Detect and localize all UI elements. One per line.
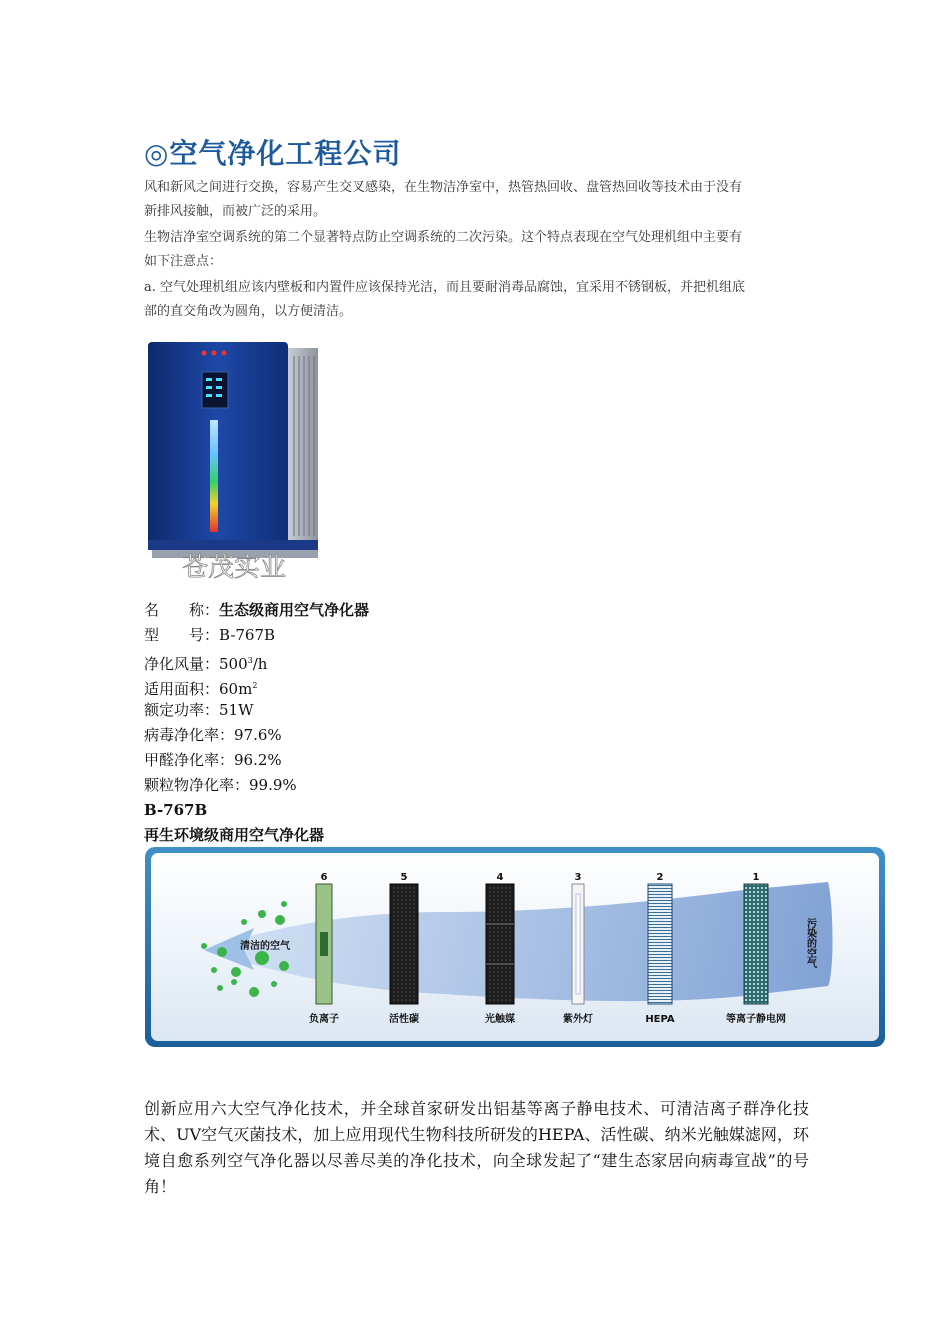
spec-superscript: 2 xyxy=(252,681,258,690)
intro-line: a. 空气处理机组应该内壁板和内置件应该保持光洁，而且要耐消毒品腐蚀，宜采用不锈钢板，并把机组底 xyxy=(144,280,746,295)
spec-label: 适用面积： xyxy=(144,680,220,698)
intro-line: 新排风接触，而被广泛的采用。 xyxy=(144,204,327,219)
stage-5-number: 5 xyxy=(400,872,408,883)
model-heading: B-767B xyxy=(144,801,208,819)
intro-paragraph-2 xyxy=(144,226,809,274)
intro-line: 生物洁净室空调系统的第二个显著特点防止空调系统的二次污染。这个特点表现在空气处理机组中主要有 xyxy=(144,230,743,245)
spec-particle-rate: 颗粒物净化率：99.9% xyxy=(144,776,297,794)
spec-value: 500 xyxy=(219,655,248,673)
stage-6-label: 负离子 xyxy=(309,1014,339,1025)
spec-value: 生态级商用空气净化器 xyxy=(219,601,370,619)
stage-4-number: 4 xyxy=(496,872,504,883)
stage-1-label: 等离子静电网 xyxy=(726,1014,786,1025)
intro-line: 部的直交角改为圆角，以方便清洁。 xyxy=(144,304,353,319)
intro-line: 风和新风之间进行交换，容易产生交叉感染，在生物洁净室中，热管热回收、盘管热回收等技术由于没有 xyxy=(144,180,743,195)
clean-air-label: 清洁的空气 xyxy=(240,941,290,952)
spec-label: 净化风量： xyxy=(144,655,220,673)
product-subtitle: 再生环境级商用空气净化器 xyxy=(144,826,325,844)
spec-formaldehyde-rate: 甲醛净化率：96.2% xyxy=(144,751,282,769)
watermark-text: 苍茂实业 xyxy=(181,553,287,583)
page-title: ◎空气净化工程公司 xyxy=(144,137,402,170)
stage-4-photocatalyst xyxy=(485,872,516,1025)
spec-value: 60m xyxy=(219,680,253,698)
closing-paragraph: 创新应用六大空气净化技术，并全球首家研发出铝基等离子静电技术、可清洁离子群净化技术、UV空气灭菌技术，加上应用现代生物科技所研发的HEPA、活性碳、纳米光触媒滤网，环境自愈系列空气净化器以尽善尽美的净化技术，向全球发起了“建生态家居向病毒宣战”的号角！ xyxy=(144,1099,809,1196)
filtration-diagram xyxy=(144,846,886,1048)
air-purifier-product-image xyxy=(144,336,324,586)
intro-paragraph-3 xyxy=(144,276,809,324)
spec-value: B-767B xyxy=(219,626,276,644)
stage-2-hepa xyxy=(645,872,675,1025)
polluted-air-label: 污染的空气 xyxy=(804,918,816,968)
spec-label: 型 号： xyxy=(144,626,220,644)
stage-3-label: 紫外灯 xyxy=(563,1014,593,1025)
intro-line: 如下注意点： xyxy=(144,254,223,269)
stage-3-number: 3 xyxy=(574,872,582,883)
spec-virus-rate: 病毒净化率：97.6% xyxy=(144,726,282,744)
spec-label: 名 称： xyxy=(144,601,220,619)
stage-5-label: 活性碳 xyxy=(389,1014,419,1025)
spec-model xyxy=(144,623,275,648)
spec-power: 额定功率：51W xyxy=(144,701,254,719)
stage-2-number: 2 xyxy=(656,872,664,883)
spec-superscript: 3 xyxy=(247,656,253,665)
spec-name xyxy=(144,598,369,623)
stage-2-label: HEPA xyxy=(645,1014,675,1025)
spec-unit: /h xyxy=(252,655,268,673)
stage-6-number: 6 xyxy=(320,872,328,883)
stage-5-activated-carbon xyxy=(389,872,419,1025)
stage-4-label: 光触媒 xyxy=(485,1014,515,1025)
intro-paragraph-1 xyxy=(144,176,809,224)
stage-1-number: 1 xyxy=(752,872,760,883)
